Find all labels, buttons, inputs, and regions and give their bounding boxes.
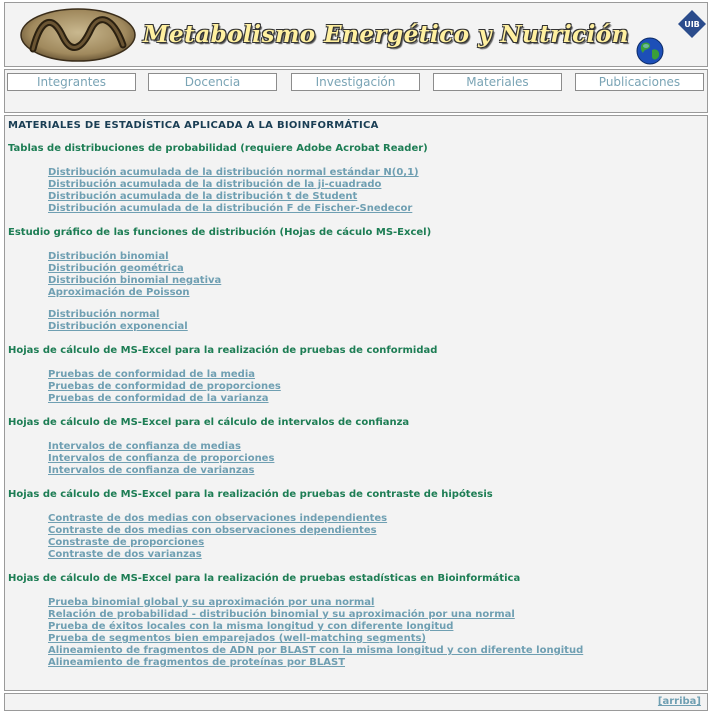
uib-badge-icon[interactable]	[677, 9, 707, 39]
material-link[interactable]: Alineamiento de fragmentos de ADN por BLAST con la misma longitud y con diferente longitud	[48, 645, 584, 656]
link-list	[48, 513, 704, 561]
material-link[interactable]: Distribución acumulada de la distribución de la ji-cuadrado	[48, 179, 382, 190]
material-link[interactable]: Contraste de dos medias con observaciones dependientes	[48, 525, 377, 536]
material-link[interactable]: Distribución acumulada de la distribución F de Fischer-Snedecor	[48, 203, 413, 214]
list-item	[48, 179, 704, 191]
list-item	[48, 191, 704, 203]
list-item	[48, 657, 704, 669]
material-link[interactable]: Pruebas de conformidad de la media	[48, 369, 256, 380]
material-link[interactable]: Relación de probabilidad - distribución binomial y su aproximación por una normal	[48, 609, 515, 620]
navigation-bar	[4, 69, 708, 113]
list-item	[48, 513, 704, 525]
material-link[interactable]: Prueba de segmentos bien emparejados (well-matching segments)	[48, 633, 426, 644]
material-link[interactable]: Intervalos de confianza de proporciones	[48, 453, 275, 464]
list-item	[48, 645, 704, 657]
material-link[interactable]: Pruebas de conformidad de proporciones	[48, 381, 281, 392]
material-link[interactable]: Contraste de dos varianzas	[48, 549, 202, 560]
nav-investigacion[interactable]: Investigación	[291, 73, 420, 91]
list-item	[48, 275, 704, 287]
list-item	[48, 321, 704, 333]
material-link[interactable]: Constraste de proporciones	[48, 537, 205, 548]
material-link[interactable]: Distribución acumulada de la distribución normal estándar N(0,1)	[48, 167, 419, 178]
section-title: Hojas de cálculo de MS-Excel para la realización de pruebas de conformidad	[8, 345, 438, 356]
list-item	[48, 441, 704, 453]
link-list	[48, 369, 704, 405]
list-item	[48, 309, 704, 321]
list-item	[48, 287, 704, 299]
nav-publicaciones[interactable]: Publicaciones	[575, 73, 704, 91]
link-list	[48, 441, 704, 477]
list-item	[48, 525, 704, 537]
page-heading: MATERIALES DE ESTADÍSTICA APLICADA A LA BIOINFORMÁTICA	[8, 120, 379, 131]
material-link[interactable]: Distribución acumulada de la distribución t de Student	[48, 191, 358, 202]
list-item	[48, 549, 704, 561]
list-item	[48, 621, 704, 633]
link-list	[48, 167, 704, 215]
footer-bar	[4, 693, 708, 711]
material-link[interactable]: Prueba de éxitos locales con la misma longitud y con diferente longitud	[48, 621, 454, 632]
list-item	[48, 465, 704, 477]
material-link[interactable]: Intervalos de confianza de varianzas	[48, 465, 255, 476]
material-link[interactable]: Aproximación de Poisson	[48, 287, 190, 298]
nav-materiales[interactable]: Materiales	[433, 73, 562, 91]
back-to-top-link[interactable]: [arriba]	[657, 696, 701, 707]
logo-image	[19, 7, 137, 63]
link-list	[48, 597, 704, 669]
material-link[interactable]: Intervalos de confianza de medias	[48, 441, 241, 452]
list-item	[48, 167, 704, 179]
site-title: Metabolismo Energético y Nutrición	[143, 21, 629, 48]
list-item	[48, 633, 704, 645]
section-title: Hojas de cálculo de MS-Excel para la realización de pruebas estadísticas en Bioinformática	[8, 573, 521, 584]
list-spacer	[48, 299, 704, 309]
section-title: Hojas de cálculo de MS-Excel para la realización de pruebas de contraste de hipótesis	[8, 489, 493, 500]
list-item	[48, 251, 704, 263]
nav-integrantes[interactable]: Integrantes	[7, 73, 136, 91]
uib-badge-label: UIB	[684, 20, 700, 29]
section-title: Tablas de distribuciones de probabilidad (requiere Adobe Acrobat Reader)	[8, 143, 428, 154]
section-title: Estudio gráfico de las funciones de distribución (Hojas de cáculo MS-Excel)	[8, 227, 432, 238]
material-link[interactable]: Alineamiento de fragmentos de proteínas por BLAST	[48, 657, 346, 668]
material-link[interactable]: Distribución geométrica	[48, 263, 184, 274]
list-item	[48, 369, 704, 381]
globe-icon[interactable]	[633, 36, 667, 66]
list-item	[48, 263, 704, 275]
list-item	[48, 537, 704, 549]
material-link[interactable]: Pruebas de conformidad de la varianza	[48, 393, 269, 404]
list-item	[48, 453, 704, 465]
header-banner	[4, 2, 708, 67]
nav-docencia[interactable]: Docencia	[148, 73, 277, 91]
link-list	[48, 251, 704, 333]
list-item	[48, 597, 704, 609]
list-item	[48, 203, 704, 215]
material-link[interactable]: Contraste de dos medias con observaciones independientes	[48, 513, 388, 524]
material-link[interactable]: Distribución binomial negativa	[48, 275, 222, 286]
list-item	[48, 393, 704, 405]
list-item	[48, 381, 704, 393]
material-link[interactable]: Distribución normal	[48, 309, 160, 320]
main-content-panel	[4, 115, 708, 691]
sections-container	[8, 143, 704, 669]
section-title: Hojas de cálculo de MS-Excel para el cálculo de intervalos de confianza	[8, 417, 410, 428]
material-link[interactable]: Distribución binomial	[48, 251, 169, 262]
content-area	[8, 120, 704, 681]
material-link[interactable]: Prueba binomial global y su aproximación por una normal	[48, 597, 375, 608]
list-item	[48, 609, 704, 621]
material-link[interactable]: Distribución exponencial	[48, 321, 188, 332]
